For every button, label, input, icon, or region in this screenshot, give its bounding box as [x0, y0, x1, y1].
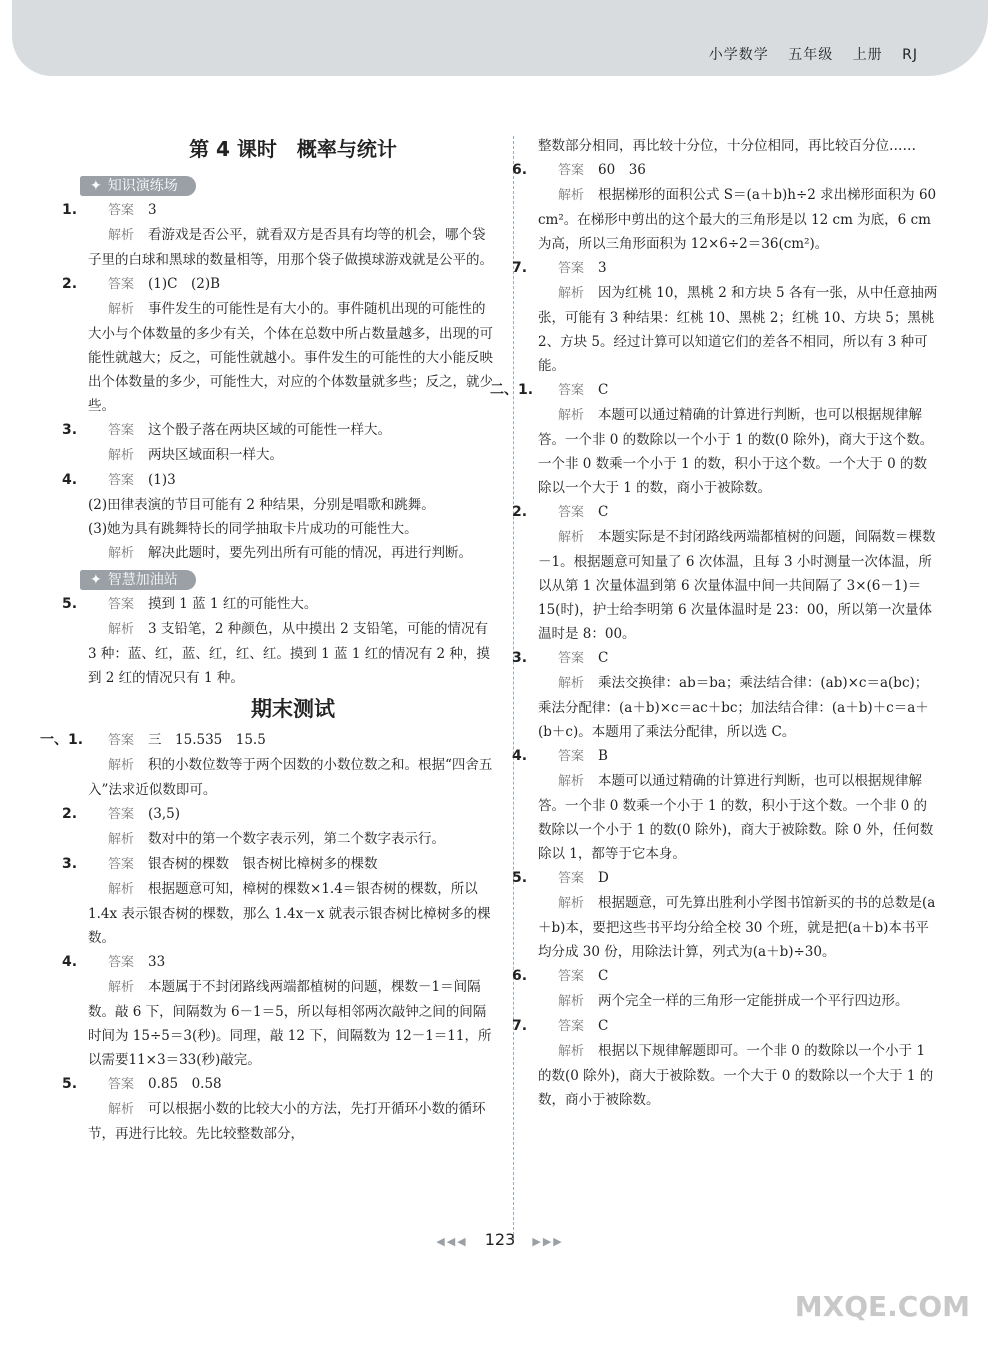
answer-label: 答案 [108, 733, 135, 748]
analysis-text: 看游戏是否公平，就看双方是否具有均等的机会，哪个袋子里的白球和黑球的数量相等，用那个袋子做摸球游戏就是公平的。 [88, 227, 493, 268]
left-column [40, 134, 498, 1146]
question-item [62, 852, 498, 950]
answer-label: 答案 [108, 597, 135, 612]
analysis-label: 解析 [558, 676, 585, 691]
answer-text: 0.85 0.58 [148, 1076, 222, 1092]
analysis-label: 解析 [108, 546, 135, 561]
question-item [490, 378, 938, 500]
question-number: 5. [62, 1076, 78, 1092]
analysis-label: 解析 [558, 1044, 585, 1059]
question-number: 2. [62, 276, 78, 292]
question-number: 5. [512, 870, 528, 886]
answer-label: 答案 [558, 505, 585, 520]
answer-text: C [598, 504, 609, 520]
question-item [512, 646, 938, 744]
answer-text: C [598, 968, 609, 984]
final-test-title: 期末测试 [251, 697, 335, 721]
answer-label: 答案 [558, 261, 585, 276]
question-item [512, 158, 938, 256]
header-edition: RJ [902, 47, 918, 63]
answer-extra: (2)田律表演的节目可能有 2 种结果，分别是唱歌和跳舞。 [88, 497, 435, 513]
question-number: 3. [62, 856, 78, 872]
analysis-label: 解析 [108, 832, 135, 847]
question-item [62, 418, 498, 468]
answer-text: (1)3 [148, 472, 176, 488]
answer-text: C [598, 1018, 609, 1034]
banner-label: 知识演练场 [107, 178, 178, 194]
header-band [12, 0, 988, 76]
question-item [40, 728, 498, 802]
answer-text: 3 [148, 202, 157, 218]
answer-label: 答案 [108, 473, 135, 488]
lesson-title: 第 4 课时 概率与统计 [189, 137, 397, 161]
analysis-text: 可以根据小数的比较大小的方法，先打开循环小数的循环节，再进行比较。先比较整数部分， [88, 1101, 486, 1142]
analysis-text: 根据梯形的面积公式 S＝(a＋b)h÷2 求出梯形面积为 60 cm²。在梯形中剪出的这个最大的三角形是以 12 cm 为底，6 cm 为高，所以三角形面积为 12×6÷2＝36(cm²)。 [538, 187, 937, 252]
question-number: 一、1. [40, 732, 84, 748]
question-number: 3. [512, 650, 528, 666]
analysis-text: 解决此题时，要先列出所有可能的情况，再进行判断。 [148, 545, 473, 561]
answer-label: 答案 [108, 807, 135, 822]
question-item [512, 744, 938, 866]
analysis-text: 两个完全一样的三角形一定能拼成一个平行四边形。 [598, 993, 909, 1009]
question-item [512, 964, 938, 1014]
answer-label: 答案 [558, 871, 585, 886]
analysis-text: 3 支铅笔，2 种颜色，从中摸出 2 支铅笔，可能的情况有 3 种：蓝、红，蓝、红，红、红。摸到 1 蓝 1 红的情况有 2 种，摸到 2 红的情况只有 1 种。 [88, 621, 490, 686]
question-number: 1. [62, 202, 78, 218]
answer-label: 答案 [108, 857, 135, 872]
analysis-label: 解析 [558, 994, 585, 1009]
answer-label: 答案 [108, 1077, 135, 1092]
header-grade: 五年级 [788, 47, 834, 63]
question-item [512, 1014, 938, 1112]
question-number: 7. [512, 260, 528, 276]
analysis-label: 解析 [558, 896, 585, 911]
star-icon: ✦ [90, 572, 102, 588]
question-number: 3. [62, 422, 78, 438]
continued-text: 整数部分相同，再比较十分位，十分位相同，再比较百分位…… [538, 138, 916, 154]
analysis-label: 解析 [108, 980, 135, 995]
analysis-label: 解析 [558, 286, 585, 301]
analysis-text: 本题可以通过精确的计算进行判断，也可以根据规律解答。一个非 0 的数除以一个小于 1 的数(0 除外)，商大于这个数。一个非 0 数乘一个小于 1 的数，积小于这个数。一个大于 0 的数除以一个大于 1 的数，商小于被除数。 [538, 407, 934, 496]
question-number: 4. [62, 954, 78, 970]
answer-text: B [598, 748, 608, 764]
column-divider [513, 136, 514, 1240]
analysis-text: 本题属于不封闭路线两端都植树的问题，棵数－1＝间隔数。敲 6 下，间隔数为 6－1＝5，所以每相邻两次敲钟之间的间隔时间为 15÷5＝3(秒)。同理，敲 12 下，间隔数为 12－1＝11，所以需要11×3＝33(秒)敲完。 [88, 979, 492, 1068]
analysis-label: 解析 [108, 228, 135, 243]
answer-text: 60 36 [598, 162, 646, 178]
analysis-label: 解析 [558, 774, 585, 789]
question-item [62, 198, 498, 272]
analysis-label: 解析 [558, 188, 585, 203]
question-number: 2. [512, 504, 528, 520]
answer-text: (1)C (2)B [148, 276, 221, 292]
question-item [62, 950, 498, 1072]
analysis-text: 本题可以通过精确的计算进行判断，也可以根据规律解答。一个非 0 数乘一个小于 1 的数，积小于这个数。一个非 0 的数除以一个小于 1 的数(0 除外)，商大于被除数。除 0 外，任何数除以 1，都等于它本身。 [538, 773, 934, 862]
analysis-label: 解析 [108, 1102, 135, 1117]
answer-text: D [598, 870, 609, 886]
banner-label: 智慧加油站 [107, 572, 178, 588]
answer-text: 摸到 1 蓝 1 红的可能性大。 [148, 596, 318, 612]
analysis-text: 因为红桃 10，黑桃 2 和方块 5 各有一张，从中任意抽两张，可能有 3 种结果：红桃 10、黑桃 2；红桃 10、方块 5；黑桃 2、方块 5。经过计算可以知道它们的差各不相同，所以有 3 种可能。 [538, 285, 938, 374]
answer-label: 答案 [558, 969, 585, 984]
analysis-text: 数对中的第一个数字表示列，第二个数字表示行。 [148, 831, 446, 847]
answer-text: C [598, 382, 609, 398]
analysis-label: 解析 [558, 530, 585, 545]
analysis-text: 乘法交换律：ab＝ba；乘法结合律：(ab)×c＝a(bc)；乘法分配律：(a＋b)×c＝ac＋bc；加法结合律：(a＋b)＋c＝a＋(b＋c)。本题用了乘法分配律，所以选 C。 [538, 675, 929, 740]
section-banner-knowledge [80, 176, 196, 196]
question-number: 4. [512, 748, 528, 764]
question-number: 6. [512, 968, 528, 984]
answer-text: 33 [148, 954, 166, 970]
answer-text: 3 [598, 260, 607, 276]
answer-label: 答案 [558, 651, 585, 666]
question-item [512, 500, 938, 646]
left-arrows-icon: ◀◀◀ [436, 1235, 468, 1248]
answer-label: 答案 [558, 749, 585, 764]
analysis-text: 两块区域面积一样大。 [148, 447, 284, 463]
analysis-text: 积的小数位数等于两个因数的小数位数之和。根据“四舍五入”法求近似数即可。 [88, 757, 493, 798]
header-title [695, 44, 918, 64]
question-item [512, 866, 938, 964]
analysis-text: 根据以下规律解题即可。一个非 0 的数除以一个小于 1 的数(0 除外)，商大于被除数。一个大于 0 的数除以一个大于 1 的数，商小于被除数。 [538, 1043, 934, 1108]
answer-label: 答案 [108, 955, 135, 970]
analysis-text: 本题实际是不封闭路线两端都植树的问题，间隔数＝棵数－1。根据题意可知量了 6 次体温，且每 3 小时测量一次体温，所以从第 1 次量体温到第 6 次量体温中间一共间隔了 3×(6－1)＝15(时)，护士给李明第 6 次量体温时是 23：00，所以第一次量体温时是 8：00。 [538, 529, 936, 642]
analysis-text: 根据题意可知，樟树的棵数×1.4＝银杏树的棵数，所以 1.4x 表示银杏树的棵数，那么 1.4x－x 就表示银杏树比樟树多的棵数。 [88, 881, 491, 946]
question-item [512, 256, 938, 378]
right-column [490, 134, 938, 1112]
header-subject: 小学数学 [708, 47, 769, 63]
question-number: 2. [62, 806, 78, 822]
question-item [62, 592, 498, 690]
question-item [62, 802, 498, 852]
analysis-label: 解析 [108, 302, 135, 317]
question-number: 6. [512, 162, 528, 178]
answer-label: 答案 [558, 163, 585, 178]
question-number: 7. [512, 1018, 528, 1034]
right-arrows-icon: ▶▶▶ [532, 1235, 564, 1248]
question-number: 4. [62, 472, 78, 488]
question-item [62, 1072, 498, 1146]
analysis-label: 解析 [108, 448, 135, 463]
header-volume: 上册 [852, 47, 883, 63]
analysis-label: 解析 [108, 758, 135, 773]
answer-label: 答案 [558, 383, 585, 398]
page-number: 123 [484, 1230, 516, 1249]
answer-label: 答案 [108, 423, 135, 438]
watermark: MXQE.COM [794, 1290, 970, 1323]
question-number: 5. [62, 596, 78, 612]
answer-text: (3,5) [148, 806, 181, 822]
analysis-text: 根据题意，可先算出胜利小学图书馆新买的书的总数是(a＋b)本，要把这些书平均分给全校 30 个班，就是把(a＋b)本书平均分成 30 份，用除法计算，列式为(a＋b)÷30。 [538, 895, 936, 960]
answer-text: C [598, 650, 609, 666]
question-item [62, 272, 498, 418]
question-item [62, 468, 498, 566]
analysis-label: 解析 [558, 408, 585, 423]
analysis-label: 解析 [108, 622, 135, 637]
answer-text: 三 15.535 15.5 [148, 732, 266, 748]
section-banner-wisdom [80, 570, 196, 590]
analysis-label: 解析 [108, 882, 135, 897]
page-footer [0, 1230, 1000, 1249]
answer-text: 银杏树的棵数 银杏树比樟树多的棵数 [148, 856, 378, 872]
answer-label: 答案 [108, 277, 135, 292]
analysis-text: 事件发生的可能性是有大小的。事件随机出现的可能性的大小与个体数量的多少有关，个体在总数中所占数量越多，出现的可能性就越大；反之，可能性就越小。事件发生的可能性的大小能反映出个体数量的多少，可能性大，对应的个体数量就多些；反之，就少些。 [88, 301, 493, 414]
answer-text: 这个骰子落在两块区域的可能性一样大。 [148, 422, 392, 438]
star-icon: ✦ [90, 178, 102, 194]
question-number: 二、1. [490, 382, 534, 398]
answer-extra: (3)她为具有跳舞特长的同学抽取卡片成功的可能性大。 [88, 521, 418, 537]
answer-label: 答案 [108, 203, 135, 218]
answer-label: 答案 [558, 1019, 585, 1034]
